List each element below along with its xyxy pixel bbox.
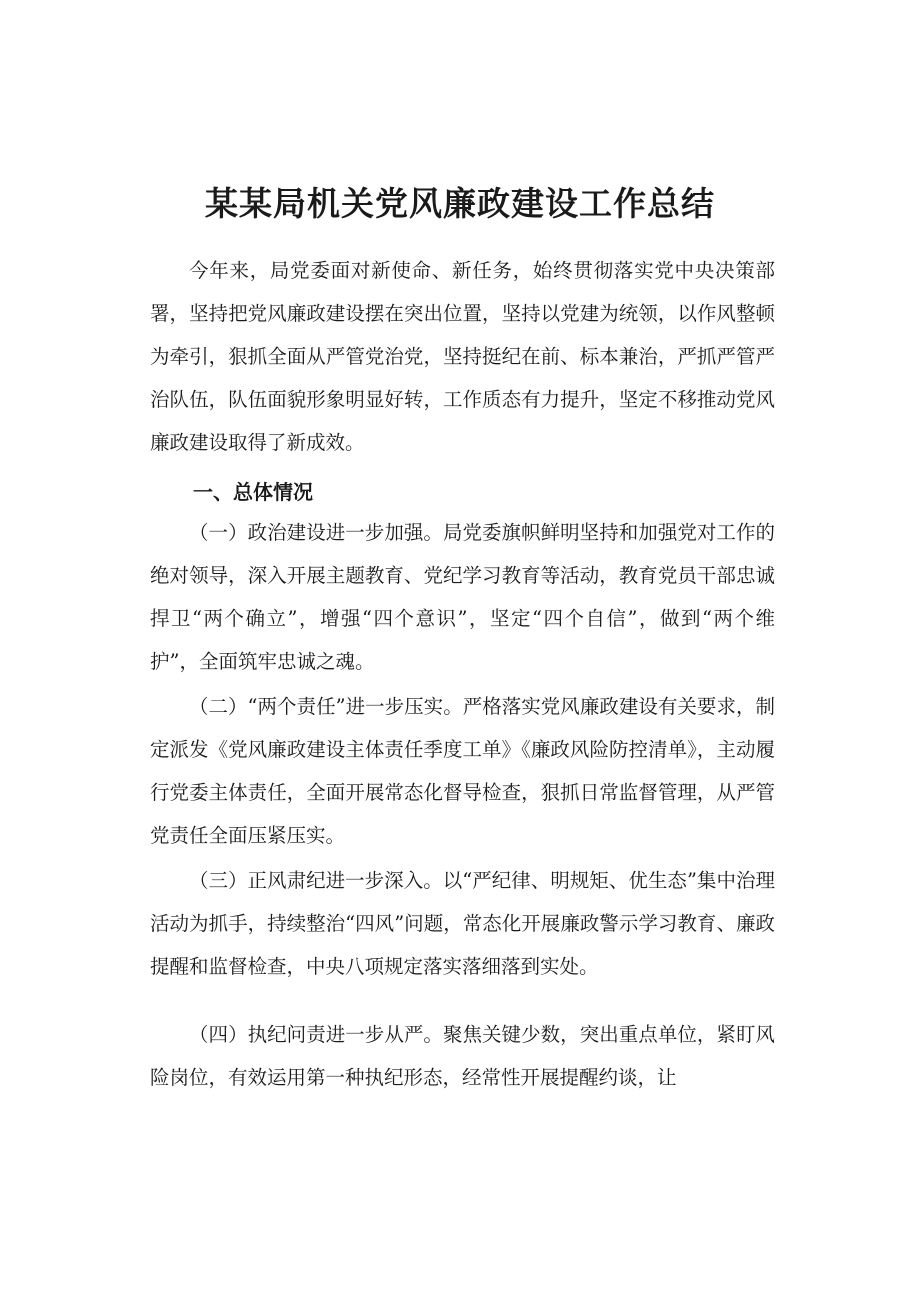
paragraph-two-responsibilities: （二）“两个责任”进一步压实。严格落实党风廉政建设有关要求，制定派发《党风廉政建设主体责任季度工单》《廉政风险防控清单》，主动履行党委主体责任，全面开展常态化督导检查，狠抓日常监督管理，从严管党责任全面压紧压实。 bbox=[150, 695, 775, 847]
section-heading: 一、总体情况 bbox=[193, 480, 313, 504]
paragraph-political-building: （一）政治建设进一步加强。局党委旗帜鲜明坚持和加强党对工作的绝对领导，深入开展主题教育、党纪学习教育等活动，教育党员干部忠诚捍卫“两个确立”，增强“四个意识”，坚定“四个自信”，做到“两个维护”，全面筑牢忠诚之魂。 bbox=[150, 521, 775, 673]
intro-paragraph: 今年来，局党委面对新使命、新任务，始终贯彻落实党中央决策部署，坚持把党风廉政建设摆在突出位置，坚持以党建为统领，以作风整顿为牵引，狠抓全面从严管党治党，坚持挺纪在前、标本兼治，严抓严管严治队伍，队伍面貌形象明显好转，工作质态有力提升，坚定不移推动党风廉政建设取得了新成效。 bbox=[150, 259, 775, 454]
paragraph-accountability: （四）执纪问责进一步从严。聚焦关键少数，突出重点单位，紧盯风险岗位，有效运用第一种执纪形态，经常性开展提醒约谈，让 bbox=[150, 1023, 775, 1089]
paragraph-discipline-rectification: （三）正风肃纪进一步深入。以“严纪律、明规矩、优生态”集中治理活动为抓手，持续整治“四风”问题，常态化开展廉政警示学习教育、廉政提醒和监督检查，中央八项规定落实落细落到实处。 bbox=[150, 869, 775, 978]
document-title: 某某局机关党风廉政建设工作总结 bbox=[205, 184, 715, 224]
